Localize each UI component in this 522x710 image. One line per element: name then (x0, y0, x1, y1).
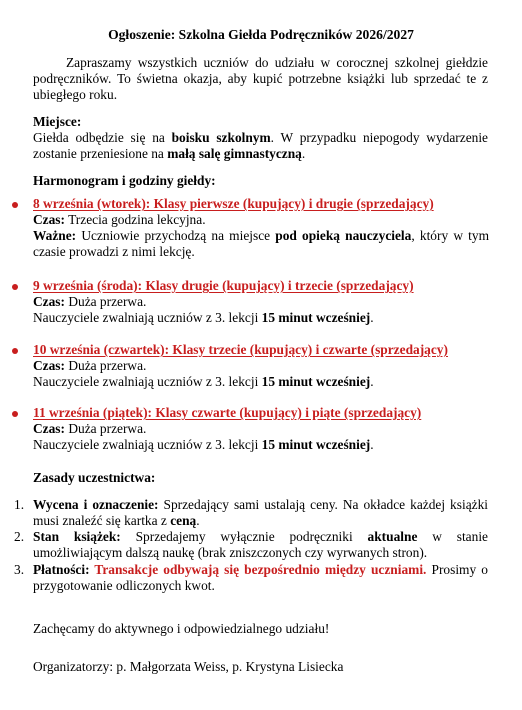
intro-paragraph: Zapraszamy wszystkich uczniów do udziału w corocznej szkolnej giełdzie podręczników. To świetna okazja, aby kupić potrzebne książki lub sprzedać te z ubiegłego roku. (33, 55, 488, 102)
place-paragraph: Giełda odbędzie się na boisku szkolnym. W przypadku niepogody wydarzenie zostanie przeniesione na małą salę gimnastyczną. (33, 130, 488, 161)
schedule-item-heading: 8 września (wtorek): Klasy pierwsze (kupujący) i drugie (sprzedający) (33, 196, 434, 211)
schedule-item-heading: 9 września (środa): Klasy drugie (kupujący) i trzecie (sprzedający) (33, 278, 414, 293)
bullet-icon (12, 202, 18, 208)
rule-number: 3. (14, 562, 25, 577)
rule-number: 1. (14, 497, 25, 512)
schedule-item-heading: 10 września (czwartek): Klasy trzecie (kupujący) i czwarte (sprzedający) (33, 342, 448, 357)
bullet-icon (12, 348, 18, 354)
schedule-item-release: Nauczyciele zwalniają uczniów z 3. lekcji 15 minut wcześniej. (33, 437, 374, 452)
rule-item: Stan książek: Sprzedajemy wyłącznie podręczniki aktualne w stanie umożliwiającym dalszą naukę (brak zniszczonych czy wyrwanych stron). (33, 529, 488, 560)
schedule-item-time: Czas: Duża przerwa. (33, 421, 147, 436)
bullet-icon (12, 411, 18, 417)
bullet-icon (12, 284, 18, 290)
schedule-item-time: Czas: Trzecia godzina lekcyjna. (33, 212, 206, 227)
rule-item: Wycena i oznaczenie: Sprzedający sami ustalają ceny. Na okładce każdej książki musi znaleźć się kartka z ceną. (33, 497, 488, 528)
schedule-heading: Harmonogram i godziny giełdy: (33, 173, 216, 188)
rules-heading: Zasady uczestnictwa: (33, 470, 156, 485)
schedule-item (33, 278, 489, 326)
organizers-text: Organizatorzy: p. Małgorzata Weiss, p. Krystyna Lisiecka (33, 659, 344, 674)
place-label: Miejsce: (33, 114, 82, 129)
rule-item: Płatności: Transakcje odbywają się bezpośrednio między uczniami. Prosimy o przygotowanie odliczonych kwot. (33, 562, 488, 593)
schedule-item-heading: 11 września (piątek): Klasy czwarte (kupujący) i piąte (sprzedający) (33, 405, 422, 420)
document-title: Ogłoszenie: Szkolna Giełda Podręczników 2026/2027 (108, 27, 414, 42)
schedule-item (33, 342, 489, 390)
rule-number: 2. (14, 529, 25, 544)
schedule-item (33, 405, 489, 453)
closing-text: Zachęcamy do aktywnego i odpowiedzialnego udziału! (33, 621, 330, 636)
schedule-item-time: Czas: Duża przerwa. (33, 358, 147, 373)
schedule-item-release: Nauczyciele zwalniają uczniów z 3. lekcji 15 minut wcześniej. (33, 310, 374, 325)
schedule-item-note: Ważne: Uczniowie przychodzą na miejsce pod opieką nauczyciela, który w tym czasie prowadzi z nimi lekcję. (33, 228, 489, 259)
schedule-item (33, 196, 489, 260)
schedule-item-release: Nauczyciele zwalniają uczniów z 3. lekcji 15 minut wcześniej. (33, 374, 374, 389)
schedule-item-time: Czas: Duża przerwa. (33, 294, 147, 309)
